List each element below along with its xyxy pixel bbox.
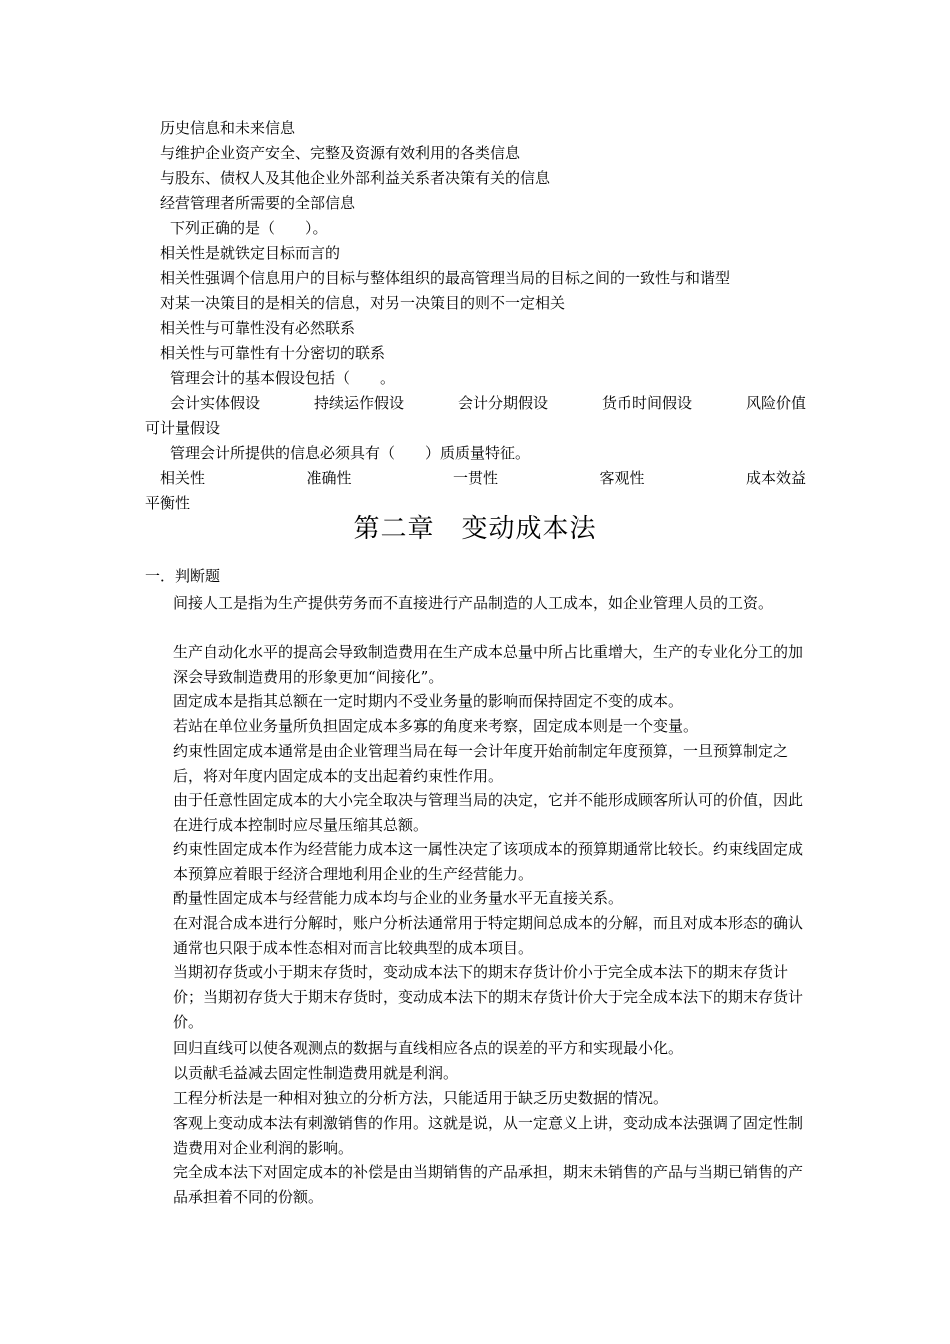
q4-option-e: 成本效益 xyxy=(745,469,806,487)
q2-option-d: 相关性与可靠性没有必然联系 xyxy=(160,319,356,337)
q3-option-a: 会计实体假设 xyxy=(170,394,261,412)
q4-options-row xyxy=(160,468,806,488)
q4-option-b: 准确性 xyxy=(306,469,352,487)
q3-option-wrap: 可计量假设 xyxy=(145,419,221,437)
q4-option-wrap: 平衡性 xyxy=(145,494,191,512)
statement-4: 若站在单位业务量所负担固定成本多寡的角度来考察，固定成本则是一个变量。 xyxy=(173,717,699,735)
q3-option-e: 风险价值 xyxy=(745,394,806,412)
statement-15: 完全成本法下对固定成本的补偿是由当期销售的产品承担，期末未销售的产品与当期已销售的产品承担着不同的份额。 xyxy=(173,1163,804,1206)
statement-13: 工程分析法是一种相对独立的分析方法，只能适用于缺乏历史数据的情况。 xyxy=(173,1089,669,1107)
statement-3: 固定成本是指其总额在一定时期内不受业务量的影响而保持固定不变的成本。 xyxy=(173,692,684,710)
q3-option-b: 持续运作假设 xyxy=(313,394,404,412)
q4-option-d: 客观性 xyxy=(599,469,645,487)
statement-6: 由于任意性固定成本的大小完全取决与管理当局的决定，它并不能形成顾客所认可的价值，因此在进行成本控制时应尽量压缩其总额。 xyxy=(173,791,804,834)
statement-12: 以贡献毛益减去固定性制造费用就是利润。 xyxy=(173,1064,459,1082)
statement-9: 在对混合成本进行分解时，账户分析法通常用于特定期间总成本的分解，而且对成本形态的确认通常也只限于成本性态相对而言比较典型的成本项目。 xyxy=(173,914,804,957)
q1-option-d: 经营管理者所需要的全部信息 xyxy=(160,194,356,212)
q3-option-c: 会计分期假设 xyxy=(457,394,548,412)
q4-stem: 管理会计所提供的信息必须具有（ ）质质量特征。 xyxy=(170,444,531,462)
q2-option-e: 相关性与可靠性有十分密切的联系 xyxy=(160,344,386,362)
q2-stem: 下列正确的是（ ）。 xyxy=(170,219,328,237)
statement-14: 客观上变动成本法有刺激销售的作用。这就是说，从一定意义上讲，变动成本法强调了固定性制造费用对企业利润的影响。 xyxy=(173,1114,804,1157)
statement-1: 间接人工是指为生产提供劳务而不直接进行产品制造的人工成本，如企业管理人员的工资。 xyxy=(173,594,774,612)
q4-option-c: 一贯性 xyxy=(452,469,498,487)
q3-option-d: 货币时间假设 xyxy=(601,394,692,412)
chapter-title: 第二章 变动成本法 xyxy=(353,514,597,544)
q1-option-a: 历史信息和未来信息 xyxy=(160,119,296,137)
q1-option-c: 与股东、债权人及其他企业外部利益关系者决策有关的信息 xyxy=(160,169,551,187)
statement-11: 回归直线可以使各观测点的数据与直线相应各点的误差的平方和实现最小化。 xyxy=(173,1039,684,1057)
q3-options-row xyxy=(160,393,806,413)
statement-7: 约束性固定成本作为经营能力成本这一属性决定了该项成本的预算期通常比较长。约束线固定成本预算应着眼于经济合理地利用企业的生产经营能力。 xyxy=(173,840,804,883)
q4-option-a: 相关性 xyxy=(160,469,206,487)
section-heading: 一．判断题 xyxy=(145,567,221,585)
statement-10: 当期初存货或小于期末存货时，变动成本法下的期末存货计价小于完全成本法下的期末存货计价；当期初存货大于期末存货时，变动成本法下的期末存货计价大于完全成本法下的期末存货计价。 xyxy=(173,963,804,1031)
q2-option-a: 相关性是就铁定目标而言的 xyxy=(160,244,341,262)
q1-option-b: 与维护企业资产安全、完整及资源有效利用的各类信息 xyxy=(160,144,521,162)
statement-8: 酌量性固定成本与经营能力成本均与企业的业务量水平无直接关系。 xyxy=(173,889,624,907)
statement-2: 生产自动化水平的提高会导致制造费用在生产成本总量中所占比重增大，生产的专业化分工的加深会导致制造费用的形象更加“间接化”。 xyxy=(173,643,804,686)
q2-option-b: 相关性强调个信息用户的目标与整体组织的最高管理当局的目标之间的一致性与和谐型 xyxy=(160,269,731,287)
statement-5: 约束性固定成本通常是由企业管理当局在每一会计年度开始前制定年度预算，一旦预算制定之后，将对年度内固定成本的支出起着约束性作用。 xyxy=(173,742,789,785)
q2-option-c: 对某一决策目的是相关的信息，对另一决策目的则不一定相关 xyxy=(160,294,566,312)
q3-stem: 管理会计的基本假设包括（ 。 xyxy=(170,369,396,387)
